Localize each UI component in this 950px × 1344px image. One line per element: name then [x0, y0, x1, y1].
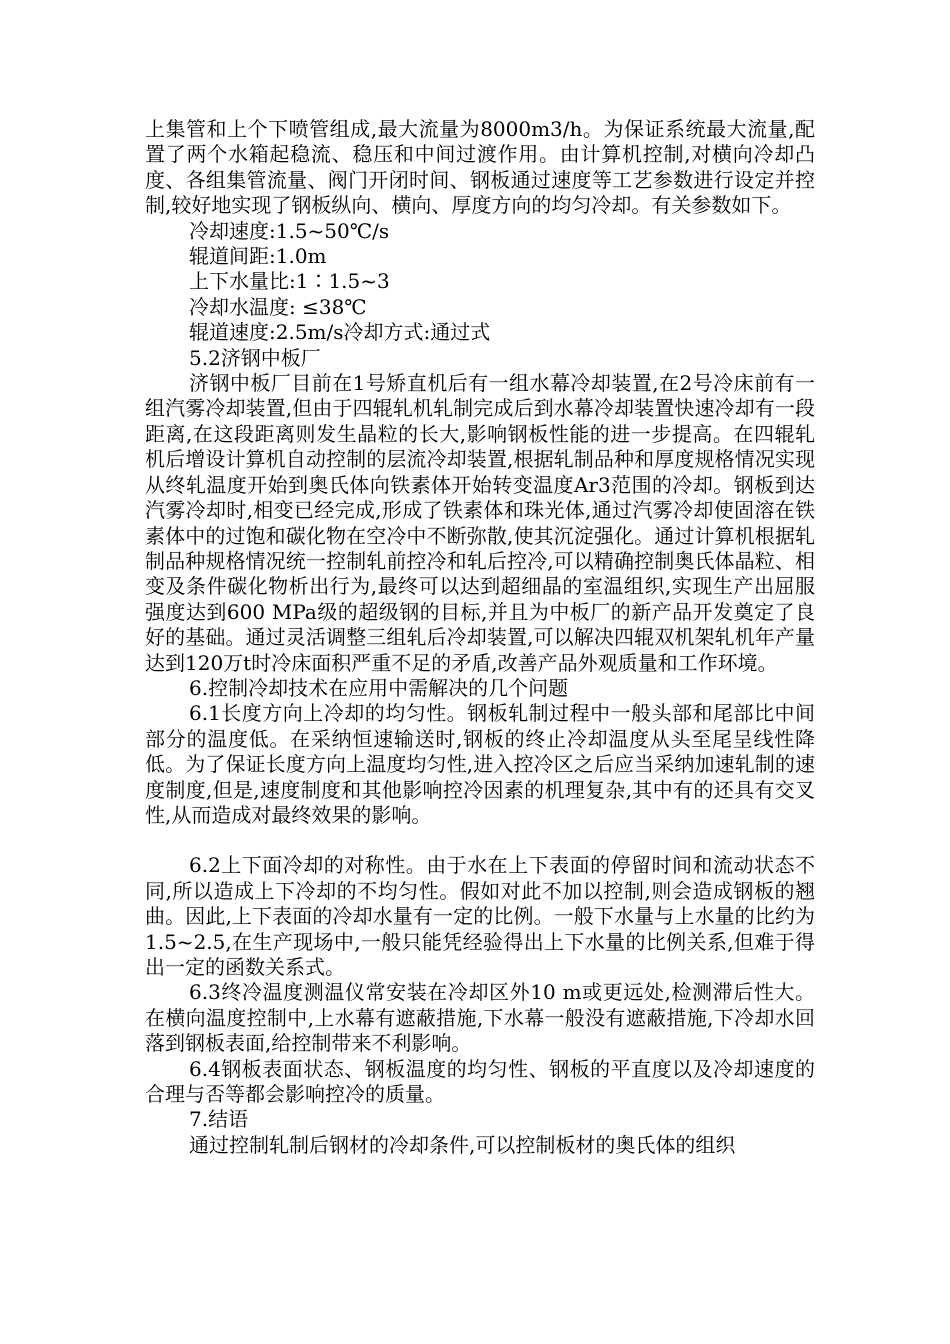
blank-line	[145, 828, 815, 853]
section-heading-5-2: 5.2济钢中板厂	[189, 345, 321, 370]
paragraph-6-1: 6.1长度方向上冷却的均匀性。钢板轧制过程中一般头部和尾部比中间部分的温度低。在采纳恒速输送时,钢板的终止冷却温度从头至尾呈线性降低。为了保证长度方向上温度均匀性,进入控冷区之后应当采纳加速轧制的速度制度,但是,速度制度和其他影响控冷因素的机理复杂,其中有的还具有交叉性,从而造成对最终效果的影响。	[145, 701, 815, 827]
paragraph-intro-continuation: 上集管和上个下喷管组成,最大流量为8000m3/h。为保证系统最大流量,配置了两个水箱起稳流、稳压和中间过渡作用。由计算机控制,对横向冷却凸度、各组集管流量、阀门开闭时间、钢板通过速度等工艺参数进行设定并控制,较好地实现了钢板纵向、横向、厚度方向的均匀冷却。有关参数如下。	[145, 117, 815, 218]
section-heading-7: 7.结语	[189, 1107, 249, 1132]
param-roller-speed: 辊道速度:2.5m/s冷却方式:通过式	[189, 320, 491, 345]
param-cooling-speed: 冷却速度:1.5~50℃/s	[189, 218, 390, 243]
paragraph-conclusion: 通过控制轧制后钢材的冷却条件,可以控制板材的奥氏体的组织	[189, 1132, 736, 1157]
param-water-temperature: 冷却水温度: ≤38℃	[189, 294, 367, 319]
paragraph-6-4: 6.4钢板表面状态、钢板温度的均匀性、钢板的平直度以及冷却速度的合理与否等都会影响控冷的质量。	[145, 1056, 815, 1107]
document-body	[145, 117, 815, 1158]
param-roller-spacing: 辊道间距:1.0m	[189, 244, 327, 269]
section-heading-6: 6.控制冷却技术在应用中需解决的几个问题	[189, 675, 569, 700]
paragraph-jigang-plate-mill: 济钢中板厂目前在1号矫直机后有一组水幕冷却装置,在2号冷床前有一组汽雾冷却装置,但由于四辊轧机轧制完成后到水幕冷却装置快速冷却有一段距离,在这段距离则发生晶粒的长大,影响钢板性能的进一步提高。在四辊轧机后增设计算机自动控制的层流冷却装置,根据轧制品种和厚度规格情况实现从终轧温度开始到奥氏体向铁素体开始转变温度Ar3范围的冷却。钢板到达汽雾冷却时,相变已经完成,形成了铁素体和珠光体,通过汽雾冷却使固溶在铁素体中的过饱和碳化物在空冷中不断弥散,使其沉淀强化。通过计算机根据轧制品种规格情况统一控制轧前控冷和轧后控冷,可以精确控制奥氏体晶粒、相变及条件碳化物析出行为,最终可以达到超细晶的室温组织,实现生产出屈服强度达到600 MPa级的超级钢的目标,并且为中板厂的新产品开发奠定了良好的基础。通过灵活调整三组轧后冷却装置,可以解决四辊双机架轧机年产量达到120万t时冷床面积严重不足的矛盾,改善产品外观质量和工作环境。	[145, 371, 815, 675]
paragraph-6-3: 6.3终冷温度测温仪常安装在冷却区外10 m或更远处,检测滞后性大。在横向温度控制中,上水幕有遮蔽措施,下水幕一般没有遮蔽措施,下冷却水回落到钢板表面,给控制带来不利影响。	[145, 980, 815, 1056]
param-water-ratio: 上下水量比:1∶1.5~3	[189, 269, 390, 294]
paragraph-6-2: 6.2上下面冷却的对称性。由于水在上下表面的停留时间和流动状态不同,所以造成上下冷却的不均匀性。假如对此不加以控制,则会造成钢板的翘曲。因此,上下表面的冷却水量有一定的比例。一般下水量与上水量的比约为1.5~2.5,在生产现场中,一般只能凭经验得出上下水量的比例关系,但难于得出一定的函数关系式。	[145, 853, 815, 979]
